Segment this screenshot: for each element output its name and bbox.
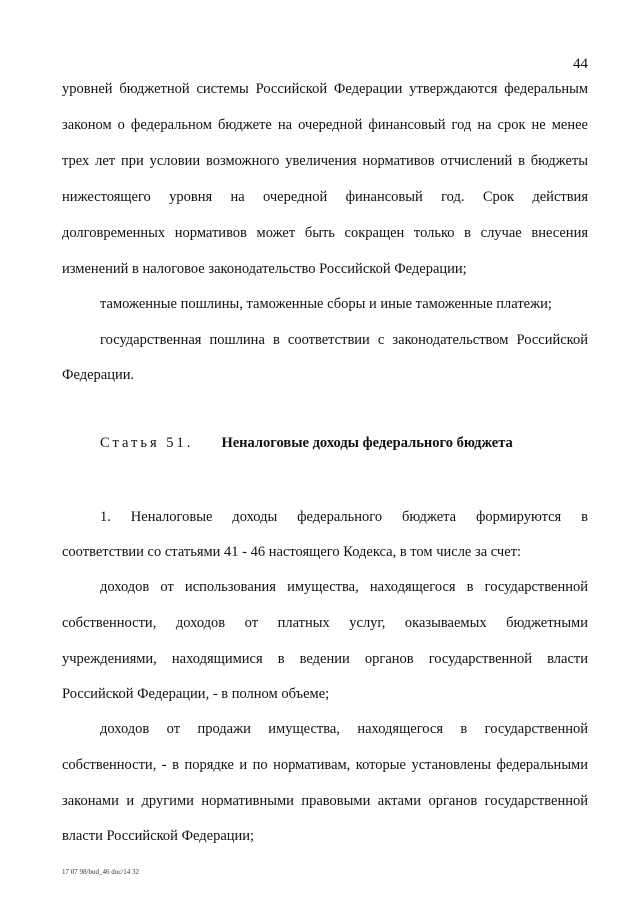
text-line: собственности, - в порядке и по нормативам, которые установлены федеральными [62,757,588,773]
text-line: трех лет при условии возможного увеличения нормативов отчислений в бюджеты [62,153,588,169]
text-line: Российской Федерации, - в полном объеме; [62,686,330,702]
page-number: 44 [573,56,588,72]
text-line: доходов от использования имущества, находящегося в государственной [100,579,588,595]
article-heading [100,434,513,452]
text-line: нижестоящего уровня на очередной финансовый год. Срок действия [62,189,588,205]
text-line: законом о федеральном бюджете на очередной финансовый год на срок не менее [62,117,588,133]
text-line: государственная пошлина в соответствии с законодательством Российской [100,332,588,348]
footer-file-reference: 17 07 98/bud_46 doc/14 32 [62,868,139,876]
text-line: 1. Неналоговые доходы федерального бюджета формируются в [100,509,588,525]
text-line: долговременных нормативов может быть сокращен только в случае внесения [62,225,588,241]
article-number: Статья 51. [100,435,194,451]
paragraph-2: таможенные пошлины, таможенные сборы и иные таможенные платежи; [100,296,552,312]
text-line: Федерации. [62,367,135,383]
text-line: учреждениями, находящимися в ведении органов государственной власти [62,651,588,667]
text-line: законами и другими нормативными правовыми актами органов государственной [62,793,588,809]
text-line: власти Российской Федерации; [62,828,255,844]
text-line: изменений в налоговое законодательство Российской Федерации; [62,261,467,277]
text-line: собственности, доходов от платных услуг, оказываемых бюджетными [62,615,588,631]
text-line: соответствии со статьями 41 - 46 настоящего Кодекса, в том числе за счет: [62,544,522,560]
article-title: Неналоговые доходы федерального бюджета [221,435,513,451]
text-line: доходов от продажи имущества, находящегося в государственной [100,721,588,737]
text-line: уровней бюджетной системы Российской Федерации утверждаются федеральным [62,81,588,97]
